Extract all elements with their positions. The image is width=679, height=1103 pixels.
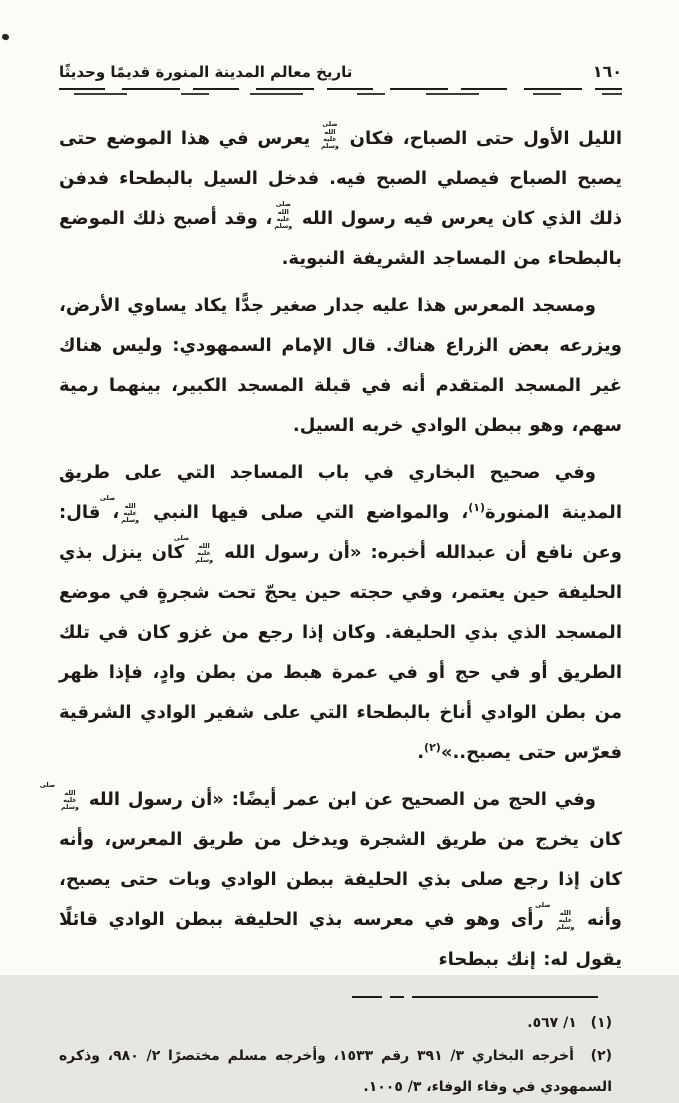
- footnote-ref: (١): [468, 501, 485, 514]
- footnote-separator: [352, 996, 598, 998]
- footnotes-section: [59, 996, 622, 1103]
- footnote: [59, 1008, 612, 1039]
- header-rule-top: [59, 88, 622, 90]
- body-paragraph: وفي الحج من الصحيح عن ابن عمر أيضًا: «أن رسول الله صلى الله عليه وسلم كان يخرج من طريق الشجرة ويدخل من طريق المعرس، وأنه كان إذا رجع صلى بذي الحليفة ببطن الوادي وبات حتى يصبح، وأنه صلى الله عليه وسلم رأى وهو في معرسه بذي الحليفة ببطن الوادي قائلًا يقول له: إنك ببطحاء: [39, 781, 622, 970]
- scan-artifact: [1, 33, 10, 41]
- footnote-text: أخرجه البخاري ٣/ ٣٩١ رقم ١٥٣٣، وأخرجه مسلم مختصرًا ٢/ ٩٨٠، وذكره السمهودي في وفاء الوفاء، ٣/ ١٠٠٥.: [59, 1048, 612, 1095]
- body-paragraph: الليل الأول حتى الصباح، فكان صلى الله عليه وسلم يعرس في هذا الموضع حتى يصبح الصباح فيصلي الصبح فيه. فدخل السيل بالبطحاء فدفن ذلك الذي كان يعرس فيه رسول الله صلى الله عليه وسلم، وقد أصبح ذلك الموضع بالبطحاء من المساجد الشريفة النبوية.: [59, 120, 622, 269]
- footnote-text: ١/ ٥٦٧.: [527, 1015, 577, 1031]
- running-title: تاريخ معالم المدينة المنورة قديمًا وحديثًا: [59, 63, 353, 81]
- page-number: ١٦٠: [592, 62, 622, 81]
- footnote: [59, 1041, 612, 1103]
- footnote-marker: (١): [590, 1015, 612, 1031]
- body-text: [39, 119, 622, 980]
- body-paragraph: وفي صحيح البخاري في باب المساجد التي على طريق المدينة المنورة$^{(١)}$، والمواضع التي صلى فيها النبي صلى الله عليه وسلم، قال: وعن نافع أن عبدالله أخبره: «أن رسول الله صلى الله عليه وسلم كان ينزل بذي الحليفة حين يعتمر، وفي حجته حين يحجّ تحت شجرةٍ في موضع المسجد الذي بذي الحليفة. وكان إذا رجع من غزو كان في تلك الطريق أو في حج أو في عمرة هبط من بطن وادٍ، فإذا ظهر من بطن الوادي أناخ بالبطحاء التي على شفير الوادي الشرقية فعرّس حتى يصبح..»$^{(٢)}$.: [59, 462, 622, 763]
- pbuh-symbol: صلى الله عليه وسلم: [274, 200, 293, 230]
- pbuh-symbol: صلى الله عليه وسلم: [535, 901, 575, 931]
- pbuh-symbol: صلى الله عليه وسلم: [39, 781, 79, 811]
- footnote-ref: (٢): [424, 741, 441, 754]
- page-header: [59, 62, 622, 81]
- footnote-marker: (٢): [590, 1048, 613, 1064]
- pbuh-symbol: صلى الله عليه وسلم: [173, 534, 214, 564]
- body-paragraph: ومسجد المعرس هذا عليه جدار صغير جدًّا يكاد يساوي الأرض، ويزرعه بعض الزراع هناك. قال الإمام السمهودي: وليس هناك غير المسجد المتقدم أنه في قبلة المسجد الكبير، بينهما رمية سهم، وهو ببطن الوادي خربه السيل.: [59, 295, 622, 436]
- pbuh-symbol: صلى الله عليه وسلم: [321, 120, 339, 150]
- header-rule-bottom: [59, 93, 622, 95]
- footnotes-list: [59, 1008, 622, 1103]
- pbuh-symbol: صلى الله عليه وسلم: [99, 494, 140, 524]
